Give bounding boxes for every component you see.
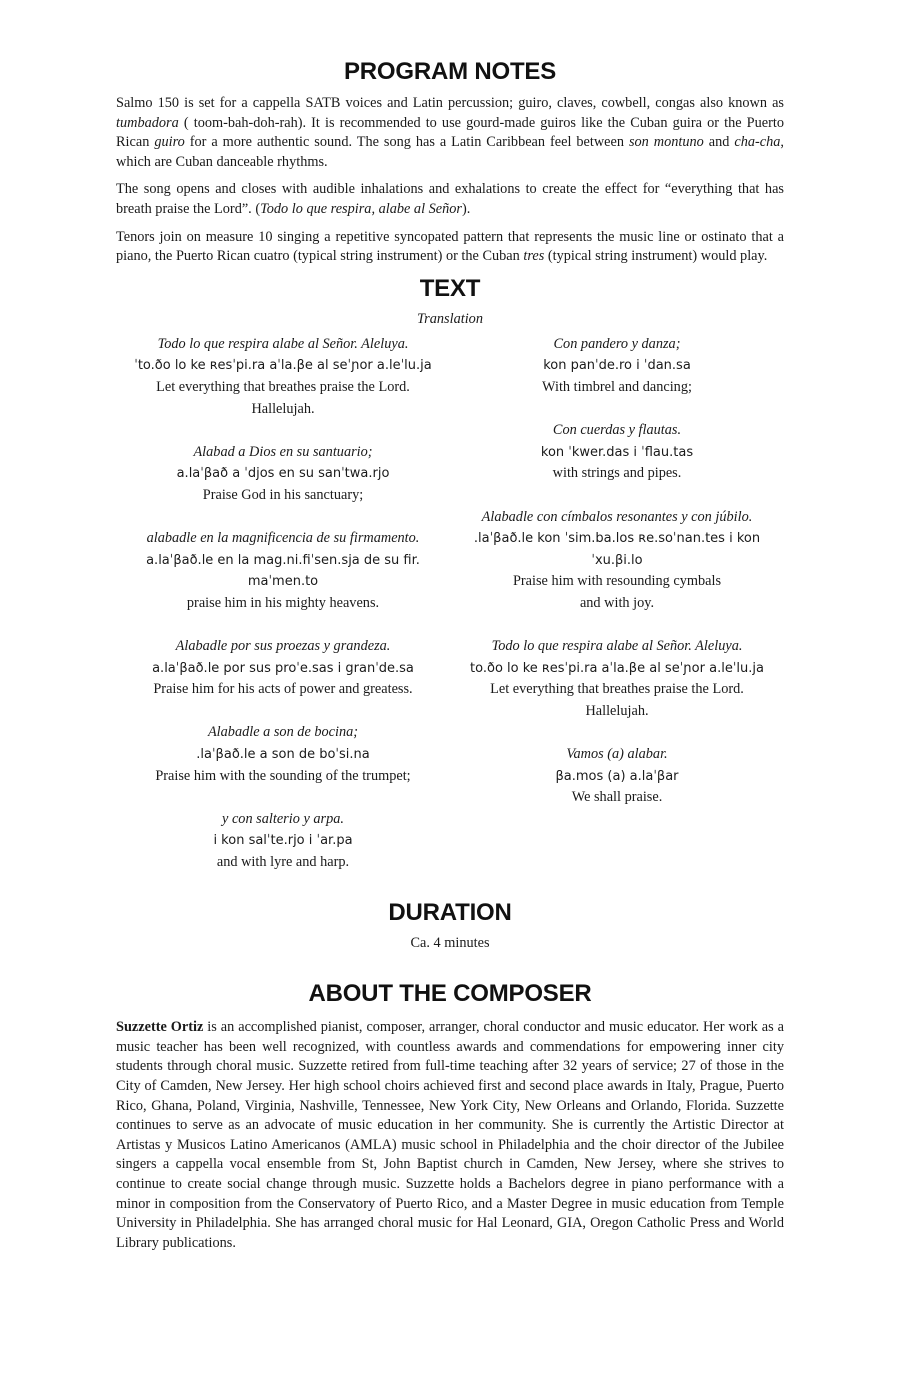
ipa-line: βa.mos (a) a.laˈβar bbox=[555, 768, 679, 784]
p1-text-4: and bbox=[703, 134, 735, 151]
composer-heading: ABOUT THE COMPOSER bbox=[308, 980, 592, 1008]
p2-text-1: The song opens and closes with audible inhalations and exhalations to create the effect for “everything that has breath praise the Lord”. ( bbox=[116, 181, 784, 217]
spanish-line: Vamos (a) alabar. bbox=[566, 746, 668, 763]
p1-italic-1: tumbadora bbox=[116, 114, 179, 131]
english-line: and with lyre and harp. bbox=[216, 854, 350, 870]
p2-italic-1: Todo lo que respira, alabe al Señor bbox=[260, 200, 462, 217]
spanish-line: Alabadle por sus proezas y grandeza. bbox=[175, 638, 391, 655]
english-line: Let everything that breathes praise the Lord. bbox=[490, 681, 744, 698]
p3-text-2: (typical string instrument) would play. bbox=[544, 248, 768, 265]
p1-text-3: for a more authentic sound. The song has a Latin Caribbean feel between bbox=[184, 134, 629, 151]
english-line: Praise him for his acts of power and greatess. bbox=[153, 681, 413, 698]
p1-italic-2: guiro bbox=[154, 134, 185, 151]
stanza bbox=[450, 636, 784, 722]
p1-text-5: , which are Cuban danceable rhythms. bbox=[116, 134, 784, 170]
stanza bbox=[116, 809, 450, 874]
english-line: Praise God in his sanctuary; bbox=[202, 486, 364, 503]
ipa-line: kon panˈde.ro i ˈdan.sa bbox=[543, 358, 691, 374]
stanza bbox=[116, 442, 450, 507]
left-column bbox=[116, 334, 450, 895]
stanza bbox=[450, 420, 784, 485]
english-line: praise him in his mighty heavens. bbox=[186, 594, 380, 611]
english-line: Let everything that breathes praise the Lord. bbox=[156, 378, 410, 395]
spanish-line: Con pandero y danza; bbox=[553, 335, 681, 352]
english-line: With timbrel and dancing; bbox=[542, 378, 692, 395]
ipa-line-continued: maˈmen.to bbox=[247, 574, 319, 590]
duration-heading: DURATION bbox=[388, 899, 512, 927]
p3-text-1: Tenors join on measure 10 singing a repetitive syncopated pattern that represents the music line or ostinato that a piano, the Puerto Rican cuatro (typical string instrument) or the Cuban bbox=[116, 228, 784, 265]
stanza bbox=[450, 507, 784, 615]
p1-text-1: Salmo 150 is set for a cappella SATB voices and Latin percussion; guiro, claves, cowbell, congas also known as bbox=[116, 95, 784, 111]
stanza bbox=[116, 636, 450, 701]
ipa-line-continued: ˈxu.βi.lo bbox=[591, 552, 643, 568]
composer-bio bbox=[116, 1018, 784, 1253]
ipa-line: .laˈβað.le kon ˈsim.ba.los ʀe.soˈnan.tes i kon bbox=[473, 531, 761, 547]
ipa-line: ˈto.ðo lo ke ʀesˈpi.ra aˈla.βe al seˈɲor a.leˈlu.ja bbox=[134, 358, 432, 374]
ipa-line: i kon salˈte.rjo i ˈar.pa bbox=[213, 833, 353, 849]
program-notes-paragraph-3 bbox=[116, 228, 784, 267]
composer-name: Suzzette Ortiz bbox=[116, 1019, 204, 1036]
english-line: with strings and pipes. bbox=[552, 465, 682, 482]
translation-columns bbox=[116, 334, 784, 895]
ipa-line: a.laˈβað.le en la mag.ni.fiˈsen.sja de su fir. bbox=[146, 552, 420, 568]
spanish-line: Con cuerdas y flautas. bbox=[552, 422, 682, 439]
english-line: Hallelujah. bbox=[251, 400, 315, 417]
spanish-line: Alabad a Dios en su santuario; bbox=[193, 443, 373, 460]
program-notes-heading: PROGRAM NOTES bbox=[343, 58, 557, 85]
english-line: Praise him with resounding cymbals bbox=[512, 573, 722, 590]
ipa-line: to.ðo lo ke ʀesˈpi.ra aˈla.βe al seˈɲor a.leˈlu.ja bbox=[470, 660, 764, 676]
duration-value: Ca. 4 minutes bbox=[410, 935, 490, 952]
composer-bio-text: is an accomplished pianist, composer, arranger, choral conductor and music educator. Her work as a music teacher has been well recognized, with countless awards and commendations for empowering inner city students through choral music. Suzzette retired from full-time teaching after 32 years of service; 27 of those in the City of Camden, New Jersey. Her high school choirs achieved first and second place awards in Italy, Prague, Puerto Rico, Ghana, Poland, Virginia, Nashville, Tennessee, New York City, New Orleans and Orlando, Florida. Suzzette continues to serve as an advocate of music education in her community. She is currently the Artistic Director at Artistas y Musicos Latino Americanos (AMLA) music school in Philadelphia and the choir director of the Jubilee singers a cappella vocal ensemble from St, John Baptist church in Camden, New Jersey, where she strives to continue to create social change through music. Suzzette holds a Bachelors degree in piano performance with a minor in composition from the Conservatory of Puerto Rico, and a Master Degree in music education from Temple University in Philadelphia. She has arranged choral music for Hal Leonard, GIA, Oregon Catholic Press and World Library publications. bbox=[116, 1019, 784, 1251]
p1-italic-4: cha-cha bbox=[734, 134, 781, 151]
translation-label: Translation bbox=[417, 310, 483, 327]
spanish-line: y con salterio y arpa. bbox=[222, 810, 344, 827]
text-section bbox=[116, 275, 784, 895]
ipa-line: .laˈβað.le a son de boˈsi.na bbox=[196, 747, 370, 763]
program-notes-paragraph-2 bbox=[116, 180, 784, 219]
p1-text-2: ( toom-bah-doh-rah). It is recommended to use gourd-made guiros like the Cuban guira or the Puerto Rican bbox=[116, 114, 784, 151]
ipa-line: a.laˈβað a ˈdjos en su sanˈtwa.rjo bbox=[176, 466, 390, 482]
program-notes-paragraph-1 bbox=[116, 94, 784, 172]
spanish-line: Todo lo que respira alabe al Señor. Aleluya. bbox=[491, 638, 743, 655]
spanish-line: Alabadle con címbalos resonantes y con júbilo. bbox=[481, 508, 753, 525]
right-column bbox=[450, 334, 784, 895]
english-line: Hallelujah. bbox=[585, 702, 649, 719]
text-heading: TEXT bbox=[419, 274, 481, 302]
english-line: Praise him with the sounding of the trumpet; bbox=[155, 767, 411, 784]
p1-italic-3: son montuno bbox=[628, 134, 704, 151]
spanish-line: Alabadle a son de bocina; bbox=[207, 724, 359, 741]
ipa-line: kon ˈkwer.das i ˈflau.tas bbox=[540, 444, 694, 460]
document-page bbox=[116, 58, 784, 1261]
spanish-line: alabadle en la magnificencia de su firmamento. bbox=[146, 530, 420, 547]
stanza bbox=[450, 744, 784, 809]
english-line: We shall praise. bbox=[571, 789, 663, 806]
p2-text-2: ). bbox=[461, 200, 471, 217]
stanza bbox=[116, 528, 450, 614]
english-line: and with joy. bbox=[579, 594, 655, 611]
stanza bbox=[116, 722, 450, 787]
ipa-line: a.laˈβað.le por sus proˈe.sas i granˈde.sa bbox=[152, 660, 414, 676]
stanza bbox=[450, 334, 784, 399]
p3-italic-1: tres bbox=[523, 248, 545, 265]
stanza bbox=[116, 334, 450, 420]
spanish-line: Todo lo que respira alabe al Señor. Aleluya. bbox=[157, 335, 409, 352]
